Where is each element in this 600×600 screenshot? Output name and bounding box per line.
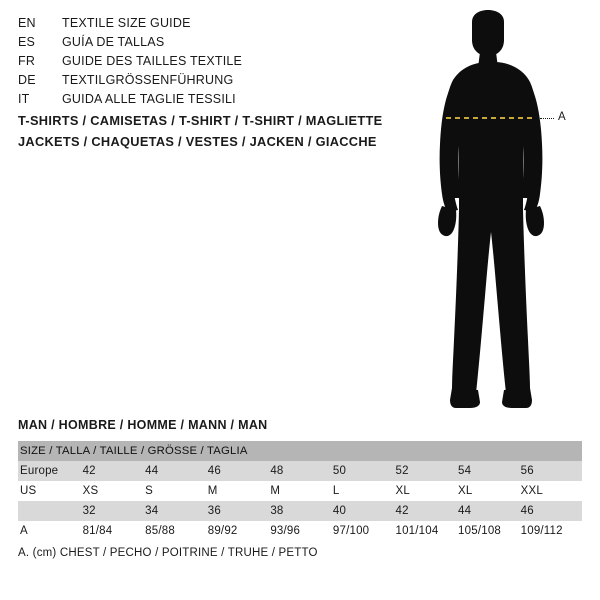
cell: 34 <box>143 501 206 521</box>
cell: 50 <box>331 461 394 481</box>
figure-svg <box>400 10 600 410</box>
cell: 97/100 <box>331 521 394 541</box>
male-figure-illustration <box>400 10 600 410</box>
language-row <box>18 90 418 109</box>
cell: M <box>206 481 269 501</box>
row-label: Europe <box>18 461 81 481</box>
table-title: MAN / HOMBRE / HOMME / MANN / MAN <box>18 418 268 432</box>
cell: 38 <box>268 501 331 521</box>
row-label <box>18 501 81 521</box>
language-row <box>18 71 418 90</box>
language-row <box>18 14 418 33</box>
language-list <box>18 14 418 109</box>
cell: 44 <box>143 461 206 481</box>
language-row <box>18 52 418 71</box>
cell: 101/104 <box>393 521 456 541</box>
cell: 42 <box>81 461 144 481</box>
language-row <box>18 33 418 52</box>
language-code: EN <box>18 16 36 30</box>
row-label: A <box>18 521 81 541</box>
cell: M <box>268 481 331 501</box>
size-table <box>18 441 582 541</box>
table-row <box>18 521 582 541</box>
cell: 44 <box>456 501 519 521</box>
table-header-row <box>18 441 582 461</box>
measure-leader-line <box>540 118 554 120</box>
cell: 89/92 <box>206 521 269 541</box>
table-row <box>18 501 582 521</box>
cell: 85/88 <box>143 521 206 541</box>
language-text: TEXTILE SIZE GUIDE <box>62 16 191 30</box>
cell: XL <box>393 481 456 501</box>
cell: XXL <box>519 481 582 501</box>
table-header-label: SIZE / TALLA / TAILLE / GRÖSSE / TAGLIA <box>18 441 582 461</box>
cell: 36 <box>206 501 269 521</box>
cell: 48 <box>268 461 331 481</box>
language-code: DE <box>18 73 36 87</box>
footnote: A. (cm) CHEST / PECHO / POITRINE / TRUHE / PETTO <box>18 547 318 559</box>
language-code: FR <box>18 54 36 68</box>
language-text: TEXTILGRÖSSENFÜHRUNG <box>62 73 234 87</box>
category-jackets: JACKETS / CHAQUETAS / VESTES / JACKEN / GIACCHE <box>18 134 377 149</box>
category-tshirts: T-SHIRTS / CAMISETAS / T-SHIRT / T-SHIRT / MAGLIETTE <box>18 113 383 128</box>
cell: 46 <box>206 461 269 481</box>
cell: 93/96 <box>268 521 331 541</box>
language-code: ES <box>18 35 36 49</box>
table-row <box>18 461 582 481</box>
language-text: GUIDE DES TAILLES TEXTILE <box>62 54 243 68</box>
table-row <box>18 481 582 501</box>
cell: 32 <box>81 501 144 521</box>
language-text: GUÍA DE TALLAS <box>62 35 165 49</box>
cell: 54 <box>456 461 519 481</box>
cell: 109/112 <box>519 521 582 541</box>
cell: 52 <box>393 461 456 481</box>
cell: S <box>143 481 206 501</box>
cell: 81/84 <box>81 521 144 541</box>
cell: XS <box>81 481 144 501</box>
measure-label-a: A <box>558 111 567 123</box>
cell: L <box>331 481 394 501</box>
cell: 42 <box>393 501 456 521</box>
category-list <box>18 110 438 152</box>
cell: 105/108 <box>456 521 519 541</box>
row-label: US <box>18 481 81 501</box>
language-code: IT <box>18 92 30 106</box>
cell: 40 <box>331 501 394 521</box>
cell: XL <box>456 481 519 501</box>
cell: 46 <box>519 501 582 521</box>
language-text: GUIDA ALLE TAGLIE TESSILI <box>62 92 236 106</box>
cell: 56 <box>519 461 582 481</box>
